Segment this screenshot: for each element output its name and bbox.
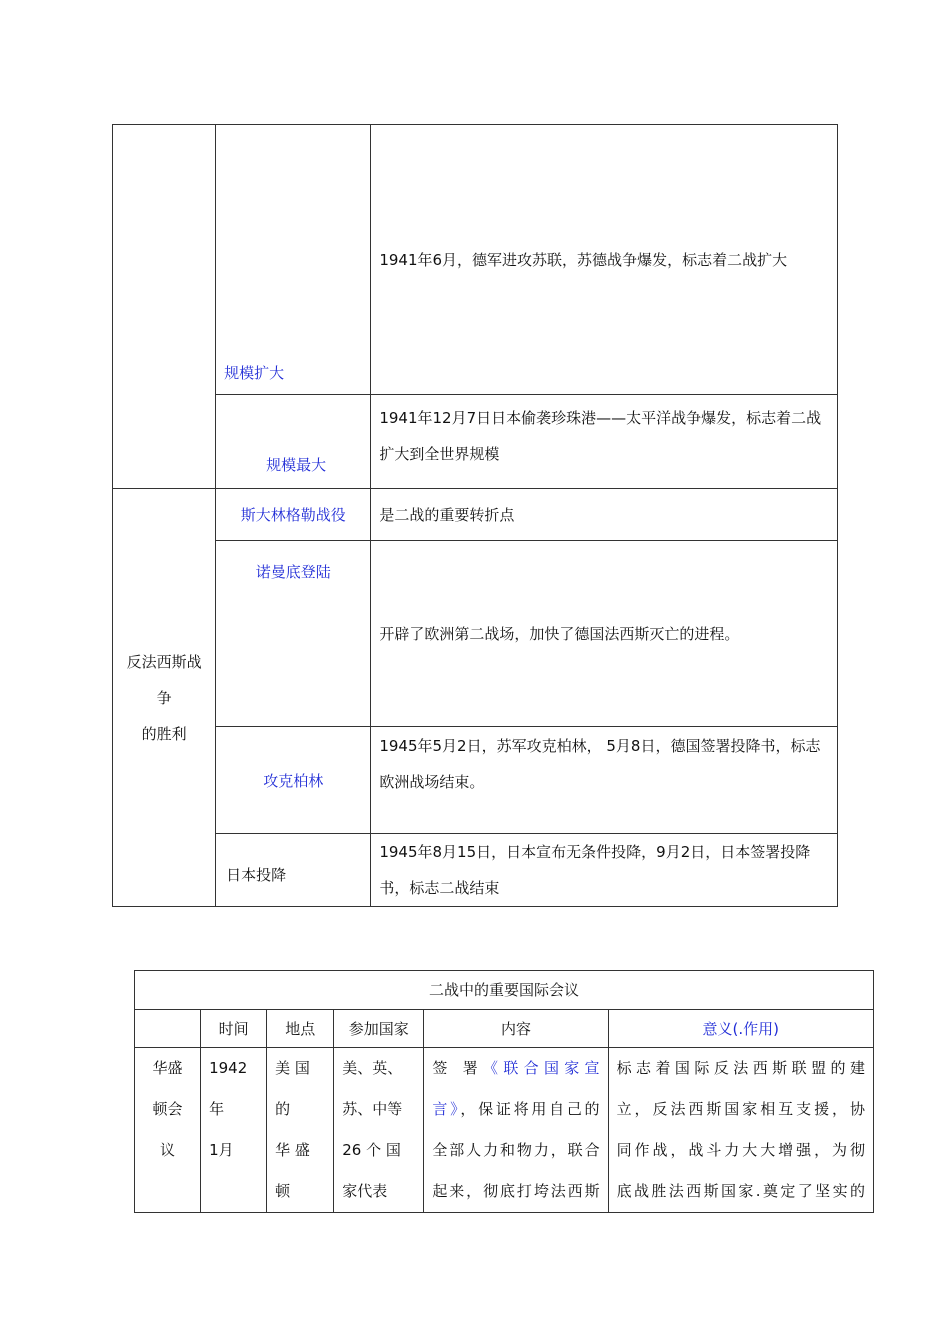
content-cell <box>371 727 838 834</box>
content-cell <box>371 541 838 727</box>
event-label: 日本投降 <box>226 865 287 884</box>
content-text: 1941年12月7日日本偷袭珍珠港——太平洋战争爆发，标志着二战扩大到全世界规模 <box>379 409 822 463</box>
phase-label-line: 争 <box>156 688 172 707</box>
text-line: 议 <box>160 1141 176 1159</box>
header-significance: 意义(.作用) <box>608 1010 873 1048</box>
text-line: 标志着国际反法西斯联盟的建 <box>616 1059 865 1077</box>
text-line: 家代表 <box>342 1182 388 1200</box>
text-line: 1月 <box>209 1141 234 1159</box>
text-line: 同作战，战斗力大大增强，为彻 <box>616 1141 865 1159</box>
text-segment: 《联合国家宣 <box>483 1059 600 1077</box>
event-cell <box>216 834 371 907</box>
header-place: 地点 <box>267 1010 334 1048</box>
event-cell <box>216 541 371 727</box>
event-cell <box>216 395 371 489</box>
event-cell <box>216 125 371 395</box>
event-label: 规模最大 <box>266 456 327 474</box>
phase-label-line: 反法西斯战 <box>126 652 202 671</box>
text-line: 1942 <box>209 1059 248 1077</box>
wwii-events-table <box>112 124 838 907</box>
content-text: 1945年8月15日，日本宣布无条件投降，9月2日，日本签署投降书，标志二战结束 <box>379 843 811 897</box>
text-segment: 签 署 <box>432 1059 484 1077</box>
content-cell <box>371 489 838 541</box>
content-text: 1945年5月2日，苏军攻克柏林， 5月8日，德国签署投降书，标志欧洲战场结束。 <box>379 737 821 791</box>
header-content: 内容 <box>424 1010 608 1048</box>
phase-label-line: 的胜利 <box>141 724 187 743</box>
phase-cell-expansion <box>113 125 216 489</box>
text-line: 苏、中等 <box>342 1100 403 1118</box>
content-cell <box>424 1048 608 1213</box>
text-line: 顿会 <box>152 1100 183 1118</box>
event-label: 诺曼底登陆 <box>255 563 331 581</box>
text-line: 底战胜法西斯国家.奠定了坚实的 <box>616 1182 865 1200</box>
text-line <box>432 1089 599 1130</box>
text-line <box>432 1048 599 1089</box>
text-line: 立，反法西斯国家相互支援，协 <box>616 1100 865 1118</box>
table-title: 二战中的重要国际会议 <box>135 971 874 1010</box>
event-cell <box>216 489 371 541</box>
phase-cell-victory <box>113 489 216 907</box>
content-text: 是二战的重要转折点 <box>379 505 515 524</box>
conferences-table <box>134 970 874 1213</box>
header-countries: 参加国家 <box>334 1010 424 1048</box>
header-empty <box>135 1010 201 1048</box>
event-label: 攻克柏林 <box>263 771 324 790</box>
content-cell <box>371 395 838 489</box>
text-line: 年 <box>209 1100 225 1118</box>
conference-name-cell <box>135 1048 201 1213</box>
time-cell <box>201 1048 267 1213</box>
significance-cell <box>608 1048 873 1213</box>
text-line: 华 盛 <box>275 1141 310 1159</box>
content-text: 1941年6月，德军进攻苏联，苏德战争爆发，标志着二战扩大 <box>379 250 788 269</box>
countries-cell <box>334 1048 424 1213</box>
text-line: 美、英、 <box>342 1059 403 1077</box>
content-text: 开辟了欧洲第二战场，加快了德国法西斯灭亡的进程。 <box>379 624 740 643</box>
text-segment: ，保证将用自己的 <box>460 1100 600 1118</box>
text-line: 26 个 国 <box>342 1141 401 1159</box>
text-segment: 言》 <box>432 1100 461 1118</box>
text-line: 全部人力和物力，联合 <box>432 1141 600 1159</box>
content-cell <box>371 834 838 907</box>
text-line: 美 国 <box>275 1059 310 1077</box>
header-time: 时间 <box>201 1010 267 1048</box>
text-line: 顿 <box>275 1182 291 1200</box>
event-label: 规模扩大 <box>224 364 285 382</box>
text-line: 起来，彻底打垮法西斯 <box>432 1182 600 1200</box>
content-cell <box>371 125 838 395</box>
text-line: 的 <box>275 1100 291 1118</box>
place-cell <box>267 1048 334 1213</box>
event-cell <box>216 727 371 834</box>
text-line: 华盛 <box>152 1059 183 1077</box>
event-label: 斯大林格勒战役 <box>240 506 346 524</box>
